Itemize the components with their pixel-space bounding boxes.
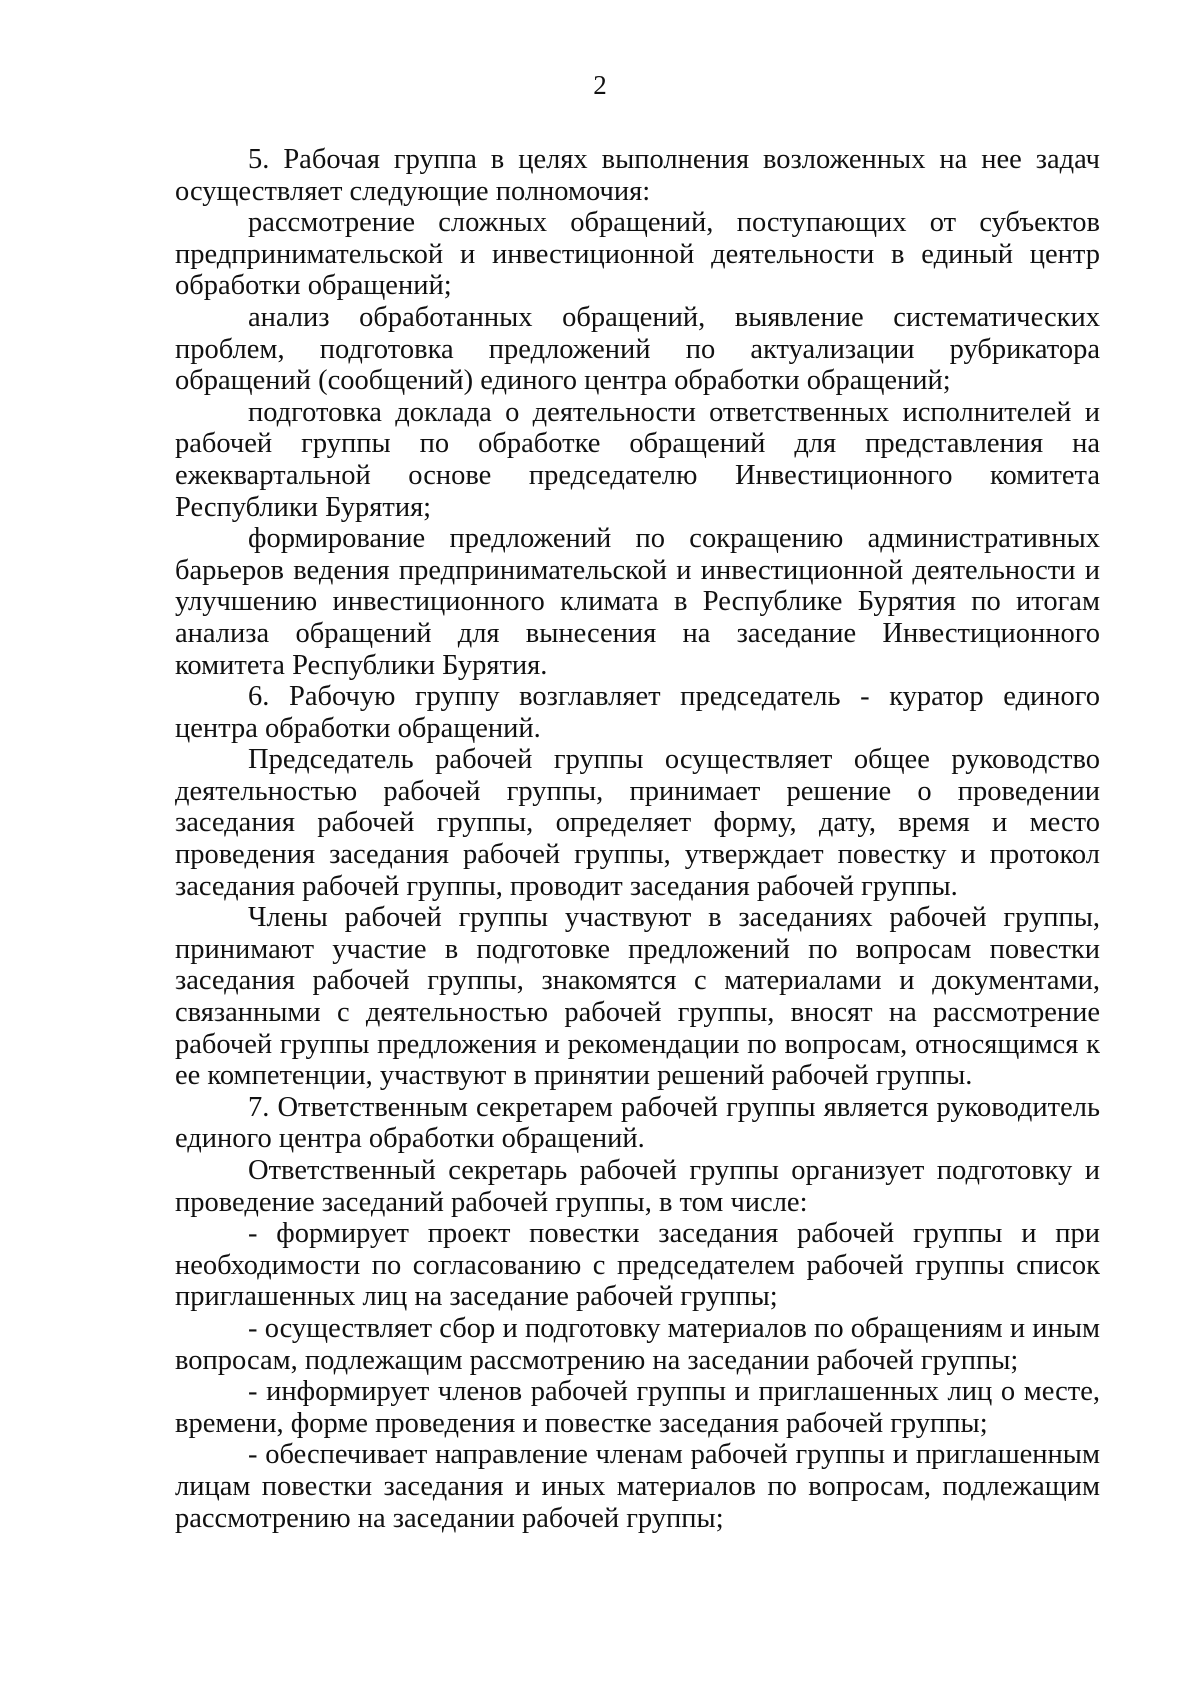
paragraph-members: Члены рабочей группы участвуют в заседаниях рабочей группы, принимают участие в подготовке предложений по вопросам повестки заседания рабочей группы, знакомятся с материалами и документами, связанными с деятельностью рабочей группы, вносят на рассмотрение рабочей группы предложения и рекомендации по вопросам, относящимся к ее компетенции, участвуют в принятии решений рабочей группы. <box>175 902 1100 1092</box>
paragraph-secretary: Ответственный секретарь рабочей группы организует подготовку и проведение заседаний рабочей группы, в том числе: <box>175 1155 1100 1218</box>
list-item: - формирует проект повестки заседания рабочей группы и при необходимости по согласованию с председателем рабочей группы список приглашенных лиц на заседание рабочей группы; <box>175 1218 1100 1313</box>
list-item: - обеспечивает направление членам рабочей группы и приглашенным лицам повестки заседания и иных материалов по вопросам, подлежащим рассмотрению на заседании рабочей группы; <box>175 1439 1100 1534</box>
document-body <box>175 144 1100 1534</box>
list-item: рассмотрение сложных обращений, поступающих от субъектов предпринимательской и инвестиционной деятельности в единый центр обработки обращений; <box>175 207 1100 302</box>
list-item: - информирует членов рабочей группы и приглашенных лиц о месте, времени, форме проведения и повестке заседания рабочей группы; <box>175 1376 1100 1439</box>
list-item: подготовка доклада о деятельности ответственных исполнителей и рабочей группы по обработке обращений для представления на ежеквартальной основе председателю Инвестиционного комитета Республики Бурятия; <box>175 396 1100 523</box>
list-item: - осуществляет сбор и подготовку материалов по обращениям и иным вопросам, подлежащим рассмотрению на заседании рабочей группы; <box>175 1312 1100 1376</box>
list-item: анализ обработанных обращений, выявление систематических проблем, подготовка предложений по актуализации рубрикатора обращений (сообщений) единого центра обработки обращений; <box>175 301 1100 397</box>
list-item: формирование предложений по сокращению административных барьеров ведения предпринимательской и инвестиционной деятельности и улучшению инвестиционного климата в Республике Бурятия по итогам анализа обращений для вынесения на заседание Инвестиционного комитета Республики Бурятия. <box>175 523 1100 681</box>
paragraph-5-intro: 5. Рабочая группа в целях выполнения возложенных на нее задач осуществляет следующие полномочия: <box>175 144 1100 207</box>
paragraph-7: 7. Ответственным секретарем рабочей группы является руководитель единого центра обработки обращений. <box>175 1091 1100 1155</box>
page-number: 2 <box>593 70 607 100</box>
paragraph-6: 6. Рабочую группу возглавляет председатель - куратор единого центра обработки обращений. <box>175 681 1100 744</box>
paragraph-chairman: Председатель рабочей группы осуществляет общее руководство деятельностью рабочей группы, принимает решение о проведении заседания рабочей группы, определяет форму, дату, время и место проведения заседания рабочей группы, утверждает повестку и протокол заседания рабочей группы, проводит заседания рабочей группы. <box>175 744 1100 902</box>
